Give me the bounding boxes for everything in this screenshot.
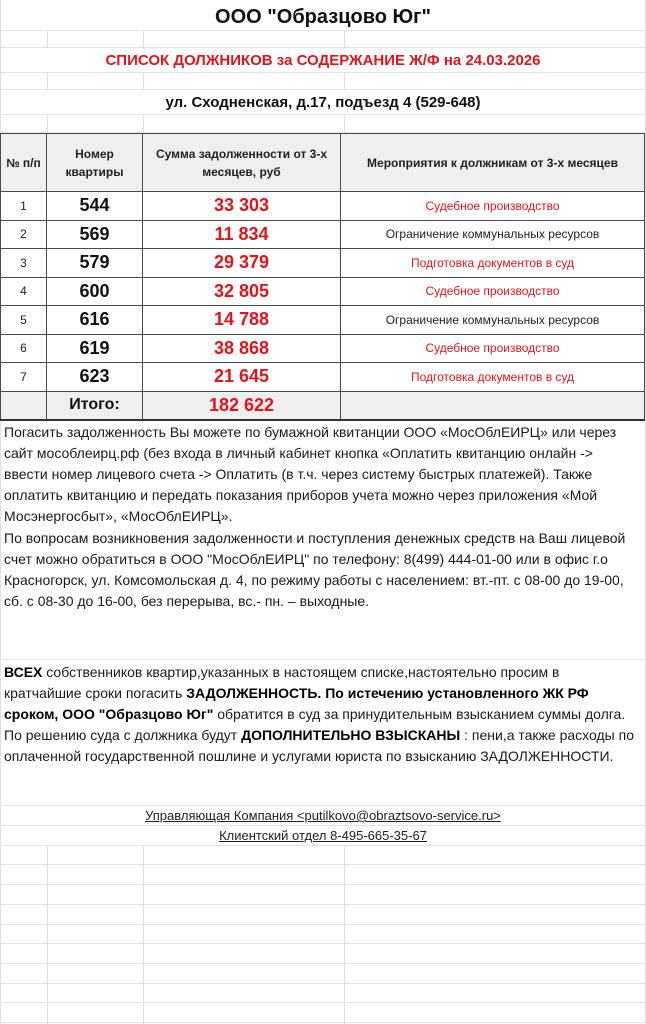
column-header-number: № п/п [1,134,47,192]
apartment-number: 569 [47,220,143,249]
grid-row [0,925,646,944]
grid-row [0,1003,646,1023]
debt-action: Судебное производство [341,277,645,306]
debt-action: Судебное производство [341,192,645,221]
grid-row [0,115,646,133]
warning-bold-all: ВСЕХ [4,664,43,680]
building-address: ул. Сходненская, д.17, подъезд 4 (529-648) [165,94,481,111]
table-row [1,220,645,249]
debt-sum: 38 868 [143,334,341,363]
apartment-number: 623 [47,363,143,392]
row-number: 5 [1,306,47,335]
grid-row [0,905,646,925]
total-empty-cell [341,391,645,420]
row-number: 6 [1,334,47,363]
debt-action: Подготовка документов в суд [341,363,645,392]
row-number: 2 [1,220,47,249]
apartment-number: 619 [47,334,143,363]
table-row [1,249,645,278]
debt-sum: 21 645 [143,363,341,392]
apartment-number: 616 [47,306,143,335]
grid-col-line [47,846,48,1024]
column-header-actions: Мероприятия к должникам от 3-х месяцев [341,134,645,192]
debt-sum: 14 788 [143,306,341,335]
row-number: 3 [1,249,47,278]
debt-action: Ограничение коммунальных ресурсов [341,306,645,335]
grid-col-line [47,115,48,133]
grid-col-line [143,31,144,48]
client-department-phone: Клиентский отдел 8-495-665-35-67 [219,828,427,843]
grid-col-line [47,31,48,48]
grid-col-line [344,115,345,133]
table-row [1,306,645,335]
warning-bold-debt: ЗАДОЛЖЕННОСТЬ. По истечению установленного ЖК РФ сроком, ООО "Образцово Юг" [4,685,589,722]
grid-row [0,846,646,865]
grid-col-line [344,31,345,48]
row-number: 1 [1,192,47,221]
warning-text: собственников квартир,указанных в настоящем списке,настоятельно просим в кратчайшие сроки погасить [4,664,560,701]
company-title: ООО "Образцово Юг" [215,6,431,28]
grid-row [0,31,646,48]
grid-col-line [143,846,144,1024]
debt-sum: 33 303 [143,192,341,221]
apartment-number: 579 [47,249,143,278]
grid-row [0,790,646,806]
debtors-list-title: СПИСОК ДОЛЖНИКОВ за СОДЕРЖАНИЕ Ж/Ф на 24.03.2026 [105,52,541,69]
table-row [1,363,645,392]
debt-action: Подготовка документов в суд [341,249,645,278]
grid-row [0,964,646,984]
column-header-apartment: Номер квартиры [47,134,143,192]
warning-text: обратится в суд за принудительным взысканием суммы долга. По решению суда с должника будут [4,706,626,743]
grid-col-line [143,73,144,90]
row-number: 7 [1,363,47,392]
grid-row [0,885,646,905]
table-row [1,192,645,221]
warning-text: : пени,а также расходы по оплаченной государственной пошлине и услугами юриста по взысканию ЗАДОЛЖЕННОСТИ. [4,727,634,764]
debt-sum: 32 805 [143,277,341,306]
total-label: Итого: [47,391,143,420]
payment-info-paragraph: Погасить задолженность Вы можете по бумажной квитанции ООО «МосОблЕИРЦ» или через сайт мособлеирц.рф (без входа в личный кабинет кнопка «Оплатить квитанцию онлайн -> ввести номер лицевого счета -> Оплатить (в т.ч. через систему быстрых платежей). Также оплатить квитанцию и передать показания приборов учета можно через приложения «Мой Мосэнергосбыт», «МосОблЕИРЦ». [4,424,617,524]
apartment-number: 544 [47,192,143,221]
debt-sum: 29 379 [143,249,341,278]
management-company-link[interactable]: Управляющая Компания <putilkovo@obraztsovo-service.ru> [145,808,501,823]
grid-col-line [344,846,345,1024]
contact-info-paragraph: По вопросам возникновения задолженности и поступления денежных средств на Ваш лицевой счет можно обратиться в ООО "МосОблЕИРЦ" по телефону: 8(499) 444-01-00 или в офис г.о Красногорск, ул. Комсомольская д. 4, по режиму работы с населением: вт.-пт. с 08-00 до 19-00, сб. с 08-30 до 16-00, без перерыва, вс.- пн. – выходные. [4,530,626,609]
grid-row [0,984,646,1003]
debtors-table [0,133,645,421]
apartment-number: 600 [47,277,143,306]
grid-col-line [143,115,144,133]
table-header-row [1,134,645,192]
debt-action: Ограничение коммунальных ресурсов [341,220,645,249]
warning-paragraph [4,662,640,767]
grid-row [0,612,646,660]
grid-col-line [344,73,345,90]
grid-row [0,865,646,885]
grid-row [0,944,646,964]
warning-bold-additional: ДОПОЛНИТЕЛЬНО ВЗЫСКАНЫ [241,727,461,743]
column-header-debt-sum: Сумма задолженности от 3-х месяцев, руб [143,134,341,192]
debt-sum: 11 834 [143,220,341,249]
total-row [1,391,645,420]
grid-row [0,73,646,90]
table-row [1,334,645,363]
table-row [1,277,645,306]
grid-col-line [47,73,48,90]
total-empty-cell [1,391,47,420]
total-sum: 182 622 [143,391,341,420]
row-number: 4 [1,277,47,306]
debt-action: Судебное производство [341,334,645,363]
